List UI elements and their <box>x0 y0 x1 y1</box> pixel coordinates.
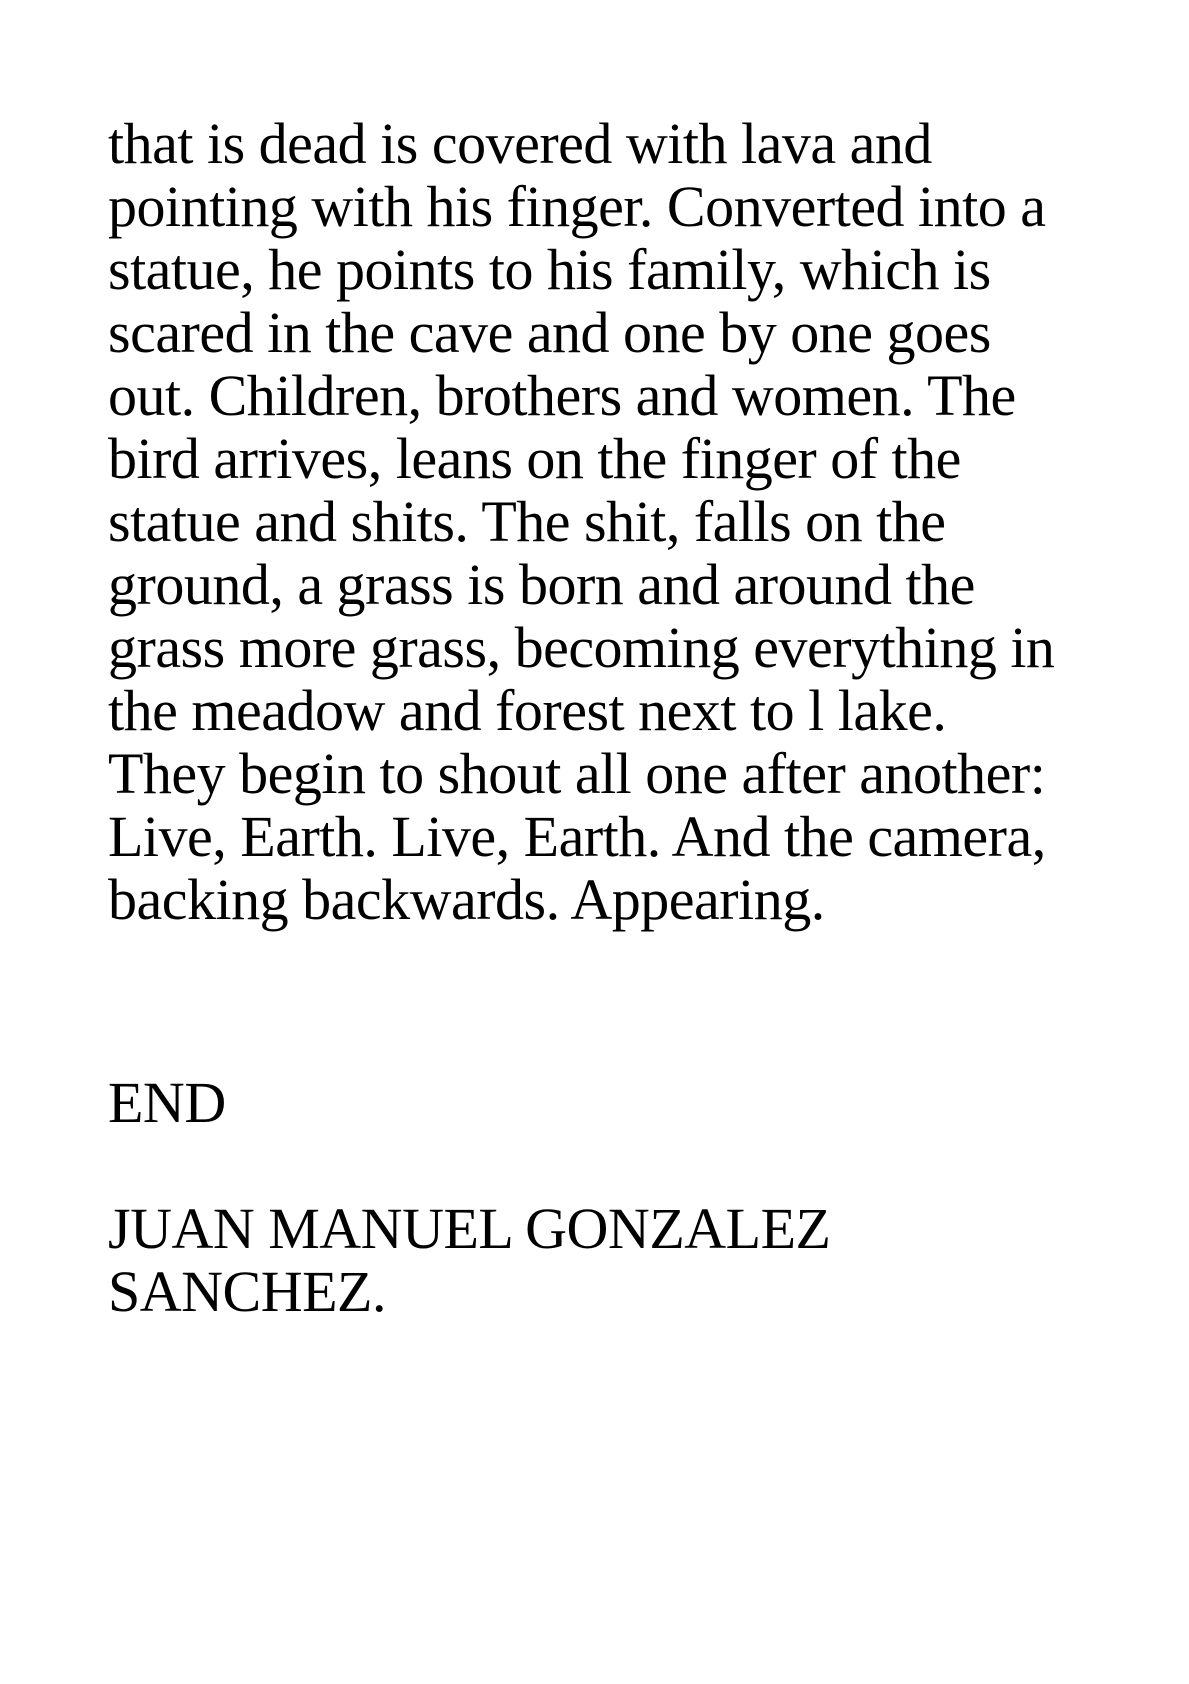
author-line: JUAN MANUEL GONZALEZ <box>108 1196 831 1261</box>
text-line: statue and shits. The shit, falls on the <box>108 489 946 554</box>
end-marker: END <box>108 1070 226 1135</box>
text-line: pointing with his finger. Converted into a <box>108 174 1046 239</box>
author-name <box>108 1197 1108 1323</box>
text-line: grass more grass, becoming everything in <box>108 615 1055 680</box>
text-line: ground, a grass is born and around the <box>108 552 975 617</box>
text-line: that is dead is covered with lava and <box>108 111 932 176</box>
author-line: SANCHEZ. <box>108 1259 386 1324</box>
text-line: backing backwards. Appearing. <box>108 867 825 932</box>
text-line: They begin to shout all one after another: <box>108 741 1046 806</box>
page-text-content <box>108 112 1108 1323</box>
text-line: Live, Earth. Live, Earth. And the camera, <box>108 804 1046 869</box>
text-line: the meadow and forest next to l lake. <box>108 678 947 743</box>
text-line: out. Children, brothers and women. The <box>108 363 1016 428</box>
text-line: statue, he points to his family, which is <box>108 237 991 302</box>
text-line: scared in the cave and one by one goes <box>108 300 991 365</box>
text-line: bird arrives, leans on the finger of the <box>108 426 961 491</box>
body-paragraph <box>108 112 1108 931</box>
